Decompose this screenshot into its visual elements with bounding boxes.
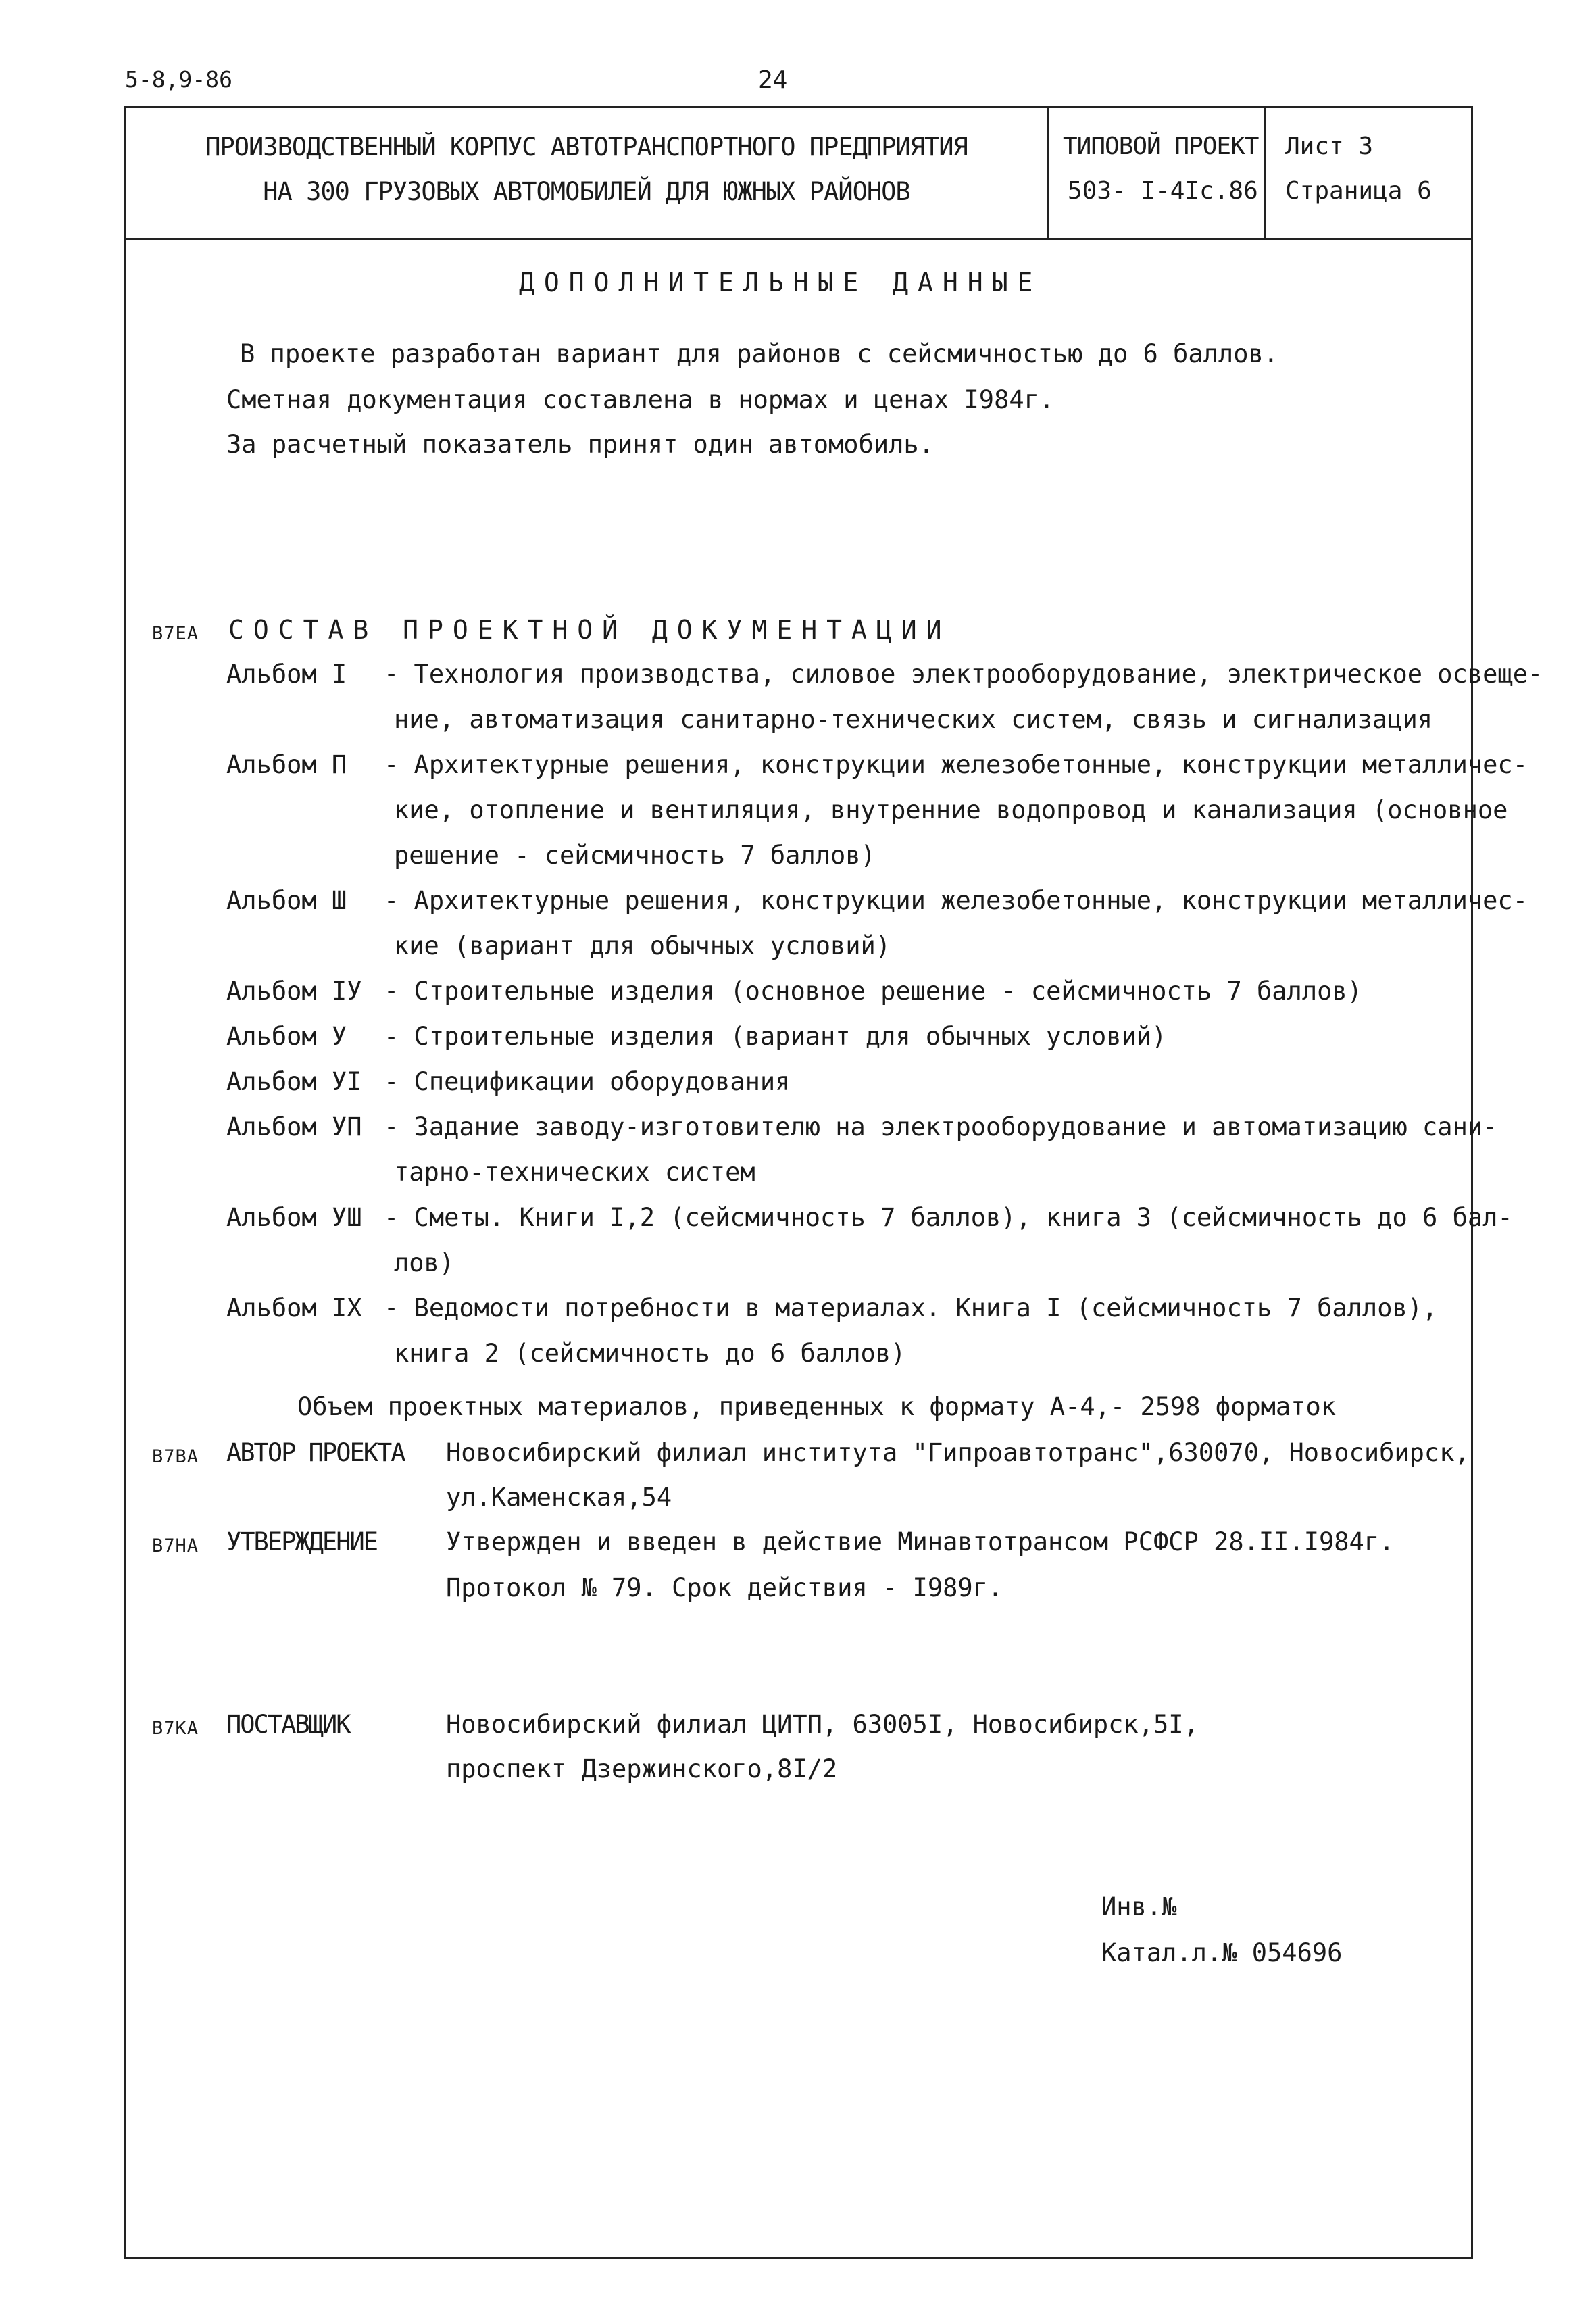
additional-data-line: За расчетный показатель принят один автомобиль. <box>226 430 934 459</box>
sheet-number: Лист 3 <box>1285 132 1374 160</box>
additional-data-line: В проекте разработан вариант для районов с сейсмичностью до 6 баллов. <box>240 339 1279 368</box>
album-label: Альбом Ш <box>226 886 347 915</box>
supplier-text-line-2: проспект Дзержинского,8I/2 <box>446 1754 838 1783</box>
composition-code: В7ЕА <box>152 623 199 644</box>
album-description-line: - Технология производства, силовое электрооборудование, электрическое освеще- <box>384 660 1543 689</box>
supplier-text-line-1: Новосибирский филиал ЦИТП, 63005I, Новосибирск,5I, <box>446 1710 1199 1739</box>
approval-label: УТВЕРЖДЕНИЕ <box>226 1527 378 1556</box>
album-label: Альбом УП <box>226 1112 362 1141</box>
page-label: Страница 6 <box>1285 177 1432 205</box>
album-label: Альбом IХ <box>226 1294 362 1323</box>
album-label: Альбом У <box>226 1022 347 1051</box>
inventory-number: Инв.№ <box>1101 1892 1177 1921</box>
project-title-line-2: НА 300 ГРУЗОВЫХ АВТОМОБИЛЕЙ ДЛЯ ЮЖНЫХ РАЙОНОВ <box>263 177 910 206</box>
album-label: Альбом УШ <box>226 1203 362 1232</box>
author-text-line-1: Новосибирский филиал института "Гипроавтотранс",630070, Новосибирск, <box>446 1438 1470 1467</box>
album-description-line: ние, автоматизация санитарно-технических систем, связь и сигнализация <box>394 705 1433 734</box>
album-description-line: - Задание заводу-изготовителю на электрооборудование и автоматизацию сани- <box>384 1112 1498 1141</box>
composition-heading: СОСТАВ ПРОЕКТНОЙ ДОКУМЕНТАЦИИ <box>228 615 951 645</box>
album-label: Альбом П <box>226 750 347 779</box>
album-description-line: - Строительные изделия (вариант для обычных условий) <box>384 1022 1167 1051</box>
album-description-line: книга 2 (сейсмичность до 6 баллов) <box>394 1339 906 1368</box>
album-description-line: - Архитектурные решения, конструкции железобетонные, конструкции металличес- <box>384 886 1528 915</box>
project-title-line-1: ПРОИЗВОДСТВЕННЫЙ КОРПУС АВТОТРАНСПОРТНОГО ПРЕДПРИЯТИЯ <box>205 132 968 162</box>
album-description-line: лов) <box>394 1248 455 1277</box>
catalog-number: Катал.л.№ 054696 <box>1101 1938 1343 1967</box>
author-code: В7ВА <box>152 1446 199 1467</box>
document-code: 5-8,9-86 <box>125 66 232 93</box>
volume-line: Объем проектных материалов, приведенных к формату А-4,- 2598 форматок <box>297 1392 1337 1421</box>
approval-code: В7НА <box>152 1535 199 1556</box>
additional-data-line: Сметная документация составлена в нормах и ценах I984г. <box>226 385 1055 414</box>
album-description-line: - Ведомости потребности в материалах. Книга I (сейсмичность 7 баллов), <box>384 1294 1438 1323</box>
supplier-label: ПОСТАВЩИК <box>226 1710 350 1739</box>
album-description-line: - Архитектурные решения, конструкции железобетонные, конструкции металличес- <box>384 750 1528 779</box>
album-label: Альбом I <box>226 660 347 689</box>
album-description-line: тарно-технических систем <box>394 1158 755 1187</box>
page-number: 24 <box>758 66 788 94</box>
project-number: 503- I-4Iс.86 <box>1068 177 1258 205</box>
album-description-line: - Сметы. Книги I,2 (сейсмичность 7 баллов), книга 3 (сейсмичность до 6 бал- <box>384 1203 1513 1232</box>
approval-text-line-1: Утвержден и введен в действие Минавтотрансом РСФСР 28.II.I984г. <box>446 1527 1395 1556</box>
album-description-line: решение - сейсмичность 7 баллов) <box>394 841 876 870</box>
page-frame <box>124 106 1473 2259</box>
album-description-line: - Спецификации оборудования <box>384 1067 791 1096</box>
album-description-line: - Строительные изделия (основное решение - сейсмичность 7 баллов) <box>384 977 1362 1006</box>
album-description-line: кие (вариант для обычных условий) <box>394 931 891 960</box>
author-text-line-2: ул.Каменская,54 <box>446 1483 672 1512</box>
approval-text-line-2: Протокол № 79. Срок действия - I989г. <box>446 1573 1003 1602</box>
supplier-code: В7КА <box>152 1718 199 1739</box>
album-label: Альбом УI <box>226 1067 362 1096</box>
project-type-label: ТИПОВОЙ ПРОЕКТ <box>1063 132 1259 160</box>
album-label: Альбом IУ <box>226 977 362 1006</box>
author-label: АВТОР ПРОЕКТА <box>226 1438 405 1467</box>
album-description-line: кие, отопление и вентиляция, внутренние водопровод и канализация (основное <box>394 795 1508 824</box>
additional-data-heading: ДОПОЛНИТЕЛЬНЫЕ ДАННЫЕ <box>519 268 1043 297</box>
title-block-divider <box>1264 106 1266 240</box>
title-block <box>124 106 1473 240</box>
title-block-divider <box>1047 106 1049 240</box>
